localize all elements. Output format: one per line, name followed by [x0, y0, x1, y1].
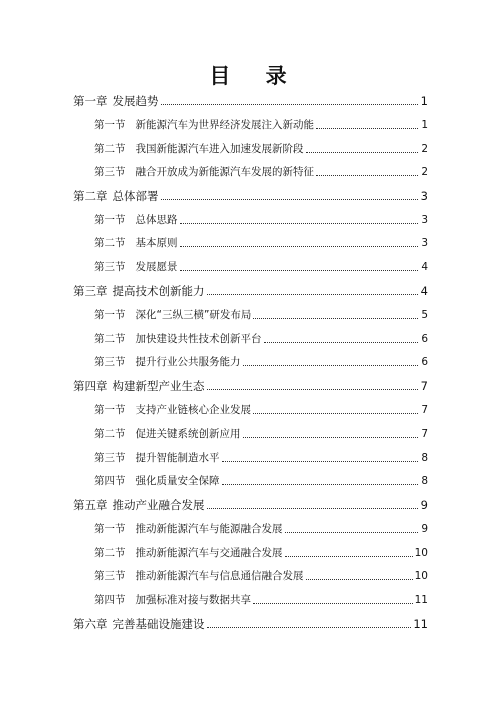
page-number: 3 — [420, 189, 428, 203]
toc-section-entry[interactable] — [94, 142, 428, 156]
toc-chapter-entry[interactable] — [73, 284, 428, 298]
toc-section-entry[interactable] — [94, 451, 428, 465]
chapter-number: 第五章 — [73, 498, 108, 512]
toc-section-entry[interactable] — [94, 403, 428, 417]
page-number: 2 — [421, 166, 428, 178]
chapter-title: 构建新型产业生态 — [112, 379, 205, 393]
page-number: 5 — [421, 309, 428, 321]
toc-chapter-entry[interactable] — [73, 379, 428, 393]
toc-section-entry[interactable] — [94, 236, 428, 250]
section-number: 第三节 — [94, 166, 126, 178]
toc-section-entry[interactable] — [94, 118, 428, 132]
dot-leader — [253, 317, 418, 319]
page-number: 11 — [414, 594, 428, 606]
page-number: 11 — [413, 617, 428, 631]
page-number: 4 — [421, 261, 428, 273]
section-title: 推动新能源汽车与交通融合发展 — [135, 547, 283, 559]
toc-chapter-entry[interactable] — [73, 617, 428, 631]
dot-leader — [207, 626, 412, 628]
section-number: 第一节 — [94, 309, 126, 321]
toc-section-entry[interactable] — [94, 260, 428, 274]
chapter-number: 第六章 — [73, 617, 108, 631]
dot-leader — [285, 555, 413, 557]
dot-leader — [316, 174, 418, 176]
section-title: 加强标准对接与数据共享 — [135, 594, 251, 606]
dot-leader — [180, 269, 419, 271]
page-number: 1 — [420, 94, 428, 108]
page-number: 7 — [420, 379, 428, 393]
page-number: 9 — [420, 498, 428, 512]
section-title: 促进关键系统创新应用 — [135, 428, 241, 440]
page-number: 8 — [421, 452, 428, 464]
page-number: 10 — [414, 547, 428, 559]
toc-section-entry[interactable] — [94, 546, 428, 560]
dot-leader — [243, 436, 419, 438]
dot-leader — [253, 602, 413, 604]
section-title: 强化质量安全保障 — [135, 475, 220, 487]
section-number: 第三节 — [94, 570, 126, 582]
chapter-title: 完善基础设施建设 — [112, 617, 205, 631]
section-number: 第四节 — [94, 475, 126, 487]
chapter-title: 总体部署 — [112, 189, 159, 203]
section-title: 推动新能源汽车与能源融合发展 — [135, 523, 283, 535]
page-number: 1 — [421, 119, 428, 131]
dot-leader — [243, 364, 419, 366]
page-number: 6 — [421, 333, 428, 345]
section-number: 第一节 — [94, 404, 126, 416]
section-number: 第三节 — [94, 356, 126, 368]
section-number: 第二节 — [94, 237, 126, 249]
dot-leader — [306, 151, 419, 153]
toc-section-entry[interactable] — [94, 427, 428, 441]
dot-leader — [180, 222, 419, 224]
page-number: 7 — [421, 428, 428, 440]
section-title: 推动新能源汽车与信息通信融合发展 — [135, 570, 304, 582]
section-number: 第二节 — [94, 143, 126, 155]
dot-leader — [207, 293, 419, 295]
toc-chapter-entry[interactable] — [73, 94, 428, 108]
section-title: 我国新能源汽车进入加速发展新阶段 — [135, 143, 304, 155]
chapter-number: 第二章 — [73, 189, 108, 203]
page-number: 7 — [421, 404, 428, 416]
section-number: 第三节 — [94, 452, 126, 464]
page-number: 3 — [421, 237, 428, 249]
dot-leader — [316, 127, 418, 129]
dot-leader — [180, 245, 419, 247]
toc-section-entry[interactable] — [94, 332, 428, 346]
toc-chapter-entry[interactable] — [73, 189, 428, 203]
section-title: 加快建设共性技术创新平台 — [135, 333, 262, 345]
dot-leader — [161, 198, 419, 200]
page-number: 10 — [414, 570, 428, 582]
section-title: 提升智能制造水平 — [135, 452, 220, 464]
chapter-number: 第四章 — [73, 379, 108, 393]
toc-section-entry[interactable] — [94, 165, 428, 179]
section-title: 深化“三纵三横”研发布局 — [135, 309, 252, 321]
toc-title: 目 录 — [209, 63, 301, 88]
chapter-title: 提高技术创新能力 — [112, 284, 205, 298]
dot-leader — [306, 578, 413, 580]
toc-chapter-entry[interactable] — [73, 498, 428, 512]
section-title: 提升行业公共服务能力 — [135, 356, 241, 368]
dot-leader — [264, 341, 419, 343]
page-number: 6 — [421, 356, 428, 368]
toc-section-entry[interactable] — [94, 213, 428, 227]
section-title: 发展愿景 — [135, 261, 178, 273]
chapter-number: 第三章 — [73, 284, 108, 298]
toc-section-entry[interactable] — [94, 593, 428, 607]
page-number: 4 — [420, 284, 428, 298]
dot-leader — [285, 531, 419, 533]
dot-leader — [207, 388, 419, 390]
section-number: 第一节 — [94, 214, 126, 226]
dot-leader — [222, 460, 419, 462]
chapter-title: 推动产业融合发展 — [112, 498, 205, 512]
section-title: 总体思路 — [135, 214, 178, 226]
toc-section-entry[interactable] — [94, 522, 428, 536]
dot-leader — [253, 412, 418, 414]
section-number: 第二节 — [94, 333, 126, 345]
section-number: 第四节 — [94, 594, 126, 606]
dot-leader — [161, 103, 419, 105]
dot-leader — [207, 507, 419, 509]
chapter-number: 第一章 — [73, 94, 108, 108]
section-number: 第三节 — [94, 261, 126, 273]
toc-section-entry[interactable] — [94, 569, 428, 583]
page-number: 8 — [421, 475, 428, 487]
page-number: 3 — [421, 214, 428, 226]
chapter-title: 发展趋势 — [112, 94, 159, 108]
toc-section-entry[interactable] — [94, 474, 428, 488]
toc-section-entry[interactable] — [94, 355, 428, 369]
page-number: 2 — [421, 143, 428, 155]
page-number: 9 — [421, 523, 428, 535]
dot-leader — [222, 483, 419, 485]
section-number: 第一节 — [94, 119, 126, 131]
section-title: 支持产业链核心企业发展 — [135, 404, 251, 416]
section-title: 基本原则 — [135, 237, 178, 249]
section-number: 第一节 — [94, 523, 126, 535]
section-title: 新能源汽车为世界经济发展注入新动能 — [135, 119, 314, 131]
toc-section-entry[interactable] — [94, 308, 428, 322]
section-number: 第二节 — [94, 428, 126, 440]
section-number: 第二节 — [94, 547, 126, 559]
section-title: 融合开放成为新能源汽车发展的新特征 — [135, 166, 314, 178]
